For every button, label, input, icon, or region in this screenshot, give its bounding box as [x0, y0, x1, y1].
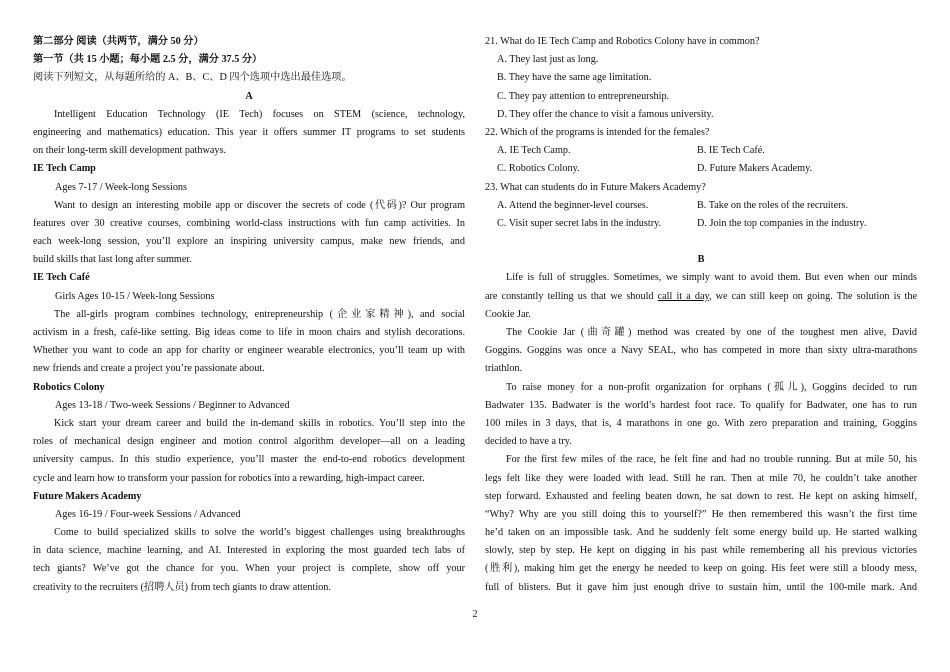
- program-text-line: roles of mechanical design engineer and motion control algorithm developer—all on a leading: [33, 436, 465, 448]
- section-heading: 第一节（共 15 小题；每小题 2.5 分，满分 37.5 分）: [33, 54, 263, 66]
- program-text-line: Kick start your dream career and build the in-demand skills in robotics. You’ll step into the: [54, 417, 465, 429]
- program-text-line: university campus. In this studio experience, you’ll master the end-to-end robotics development: [33, 454, 465, 466]
- passage-b-line: legs felt like they were loaded with lead. Still he ran. Then at mile 70, he couldn’t take another: [485, 472, 917, 484]
- program-text-line: each week-long session, you’ll explore an inspiring university campus, make new friends, and: [33, 236, 465, 248]
- program-text-line: The all-girls program combines technology, entrepreneurship (企业家精神), and social: [54, 308, 465, 320]
- passage-b-line: For the first few miles of the race, he felt fine and had no trouble running. But at mile 50, his: [506, 454, 917, 466]
- passage-b-line: To raise money for a non-profit organization for orphans (孤儿), Goggins decided to run: [506, 381, 917, 393]
- answer-option: D. Future Makers Academy.: [697, 163, 813, 175]
- underlined-phrase: call it a day: [657, 290, 709, 302]
- passage-b-line: (胜利), making him get the energy he needed to keep on going. His feet were still a bloody mess,: [485, 563, 917, 575]
- passage-a-intro-line: engineering and mathematics) education. This year it offers summer IT programs to set students: [33, 126, 465, 138]
- answer-option: A. IE Tech Camp.: [497, 145, 571, 157]
- passage-b-line: Life is full of struggles. Sometimes, we simply want to avoid them. But even when our minds: [506, 272, 917, 284]
- passage-b-line: The Cookie Jar (曲奇罐) method was created by one of the toughest men alive, David: [506, 327, 917, 338]
- program-text-line: tech giants? We’ve got the chance for you. When your project is complete, show off your: [33, 563, 465, 575]
- passage-b-line: step forward. Exhausted and feeling beaten down, he sat down to rest. He kept on asking himself,: [485, 490, 917, 502]
- answer-option: C. They pay attention to entrepreneurship.: [497, 90, 670, 102]
- answer-row: [485, 142, 917, 160]
- question-stem: 23. What can students do in Future Makers Academy?: [485, 181, 706, 193]
- part-heading: 第二部分 阅读（共两节，满分 50 分）: [33, 36, 204, 47]
- answer-row: [485, 197, 917, 215]
- answer-option: B. Take on the roles of the recruiters.: [697, 199, 849, 211]
- passage-a-intro-line: on their long-term skill development pathways.: [33, 145, 226, 157]
- program-title: IE Tech Camp: [33, 163, 96, 175]
- passage-b-line: 100 miles in 3 days, that is, 4 marathons in one go. With zero preparation and training, Goggins: [485, 417, 917, 429]
- passage-a-intro-line: Intelligent Education Technology (IE Tech) focuses on STEM (science, technology,: [54, 108, 465, 120]
- answer-row: [485, 215, 917, 233]
- text-segment: , we can still keep on going. The solution is the: [708, 290, 917, 302]
- passage-b-line: full of blisters. But it gave him just enough drive to sustain him, until the 100-mile mark. And: [485, 581, 917, 593]
- passage-b-line: he’d taken on an impossible task. And he suddenly felt some energy build up. He started walking: [485, 527, 917, 539]
- question-stem: 22. Which of the programs is intended for the females?: [485, 126, 710, 138]
- program-title: Robotics Colony: [33, 381, 105, 393]
- instruction: 阅读下列短文，从每题所给的 A、B、C、D 四个选项中选出最佳选项。: [33, 72, 352, 84]
- program-text-line: cycle and learn how to transform your passion for robotics into a rewarding, high-impact career.: [33, 472, 425, 484]
- passage-b-line: triathlon.: [485, 363, 523, 375]
- program-text-line: build skills that last long after summer.: [33, 254, 192, 266]
- answer-option: C. Visit super secret labs in the industry.: [497, 217, 662, 229]
- passage-a-label: A: [245, 90, 253, 102]
- passage-b-line: Cookie Jar.: [485, 308, 531, 320]
- program-title: IE Tech Café: [33, 272, 90, 284]
- passage-b-line: Badwater 135. Badwater is the world’s hardest foot race. To qualify for Badwater, one has to run: [485, 399, 917, 411]
- answer-option: B. They have the same age limitation.: [497, 72, 652, 84]
- program-details: Ages 16-19 / Four-week Sessions / Advanced: [55, 508, 241, 520]
- answer-option: A. They last just as long.: [497, 54, 599, 66]
- passage-b-line: [485, 288, 917, 306]
- program-text-line: creativity to the recruiters (招聘人员) from tech giants to draw attention.: [33, 581, 331, 593]
- page-number: 2: [472, 609, 478, 620]
- answer-option: A. Attend the beginner-level courses.: [497, 199, 649, 211]
- spacer: [485, 233, 917, 251]
- question-stem: 21. What do IE Tech Camp and Robotics Colony have in common?: [485, 36, 760, 47]
- program-details: Ages 7-17 / Week-long Sessions: [55, 181, 187, 193]
- answer-row: [485, 160, 917, 178]
- passage-b-line: “Why? Why are you still doing this to yourself?” He then remembered this wasn’t the first time: [485, 508, 917, 520]
- program-details: Ages 13-18 / Two-week Sessions / Beginner to Advanced: [55, 399, 290, 411]
- program-text-line: in data science, machine learning, and AI. Interested in exploring the most guarded tech labs of: [33, 545, 465, 557]
- passage-b-line: Goggins. Goggins was once a Navy SEAL, who has competed in more than sixty ultra-marathons: [485, 345, 917, 357]
- program-details: Girls Ages 10-15 / Week-long Sessions: [55, 290, 215, 302]
- answer-option: D. They offer the chance to visit a famous university.: [497, 108, 714, 120]
- answer-option: D. Join the top companies in the industry.: [697, 217, 867, 229]
- passage-b-line: decided to have a try.: [485, 436, 572, 448]
- program-text-line: Whether you want to code an app for charity or engineer wearable electronics, you’ll team up with: [33, 345, 465, 357]
- program-text-line: Come to build specialized skills to solve the world’s biggest challenges using breakthroughs: [54, 527, 465, 539]
- left-column: [33, 33, 465, 597]
- text-segment: are constantly telling us that we should: [485, 290, 658, 302]
- program-title: Future Makers Academy: [33, 490, 142, 502]
- program-text-line: new friends and create a project you’re passionate about.: [33, 363, 265, 375]
- right-column: [485, 33, 917, 597]
- passage-b-label: B: [697, 254, 705, 266]
- program-text-line: activism in a fresh, café-like setting. Big ideas come to life in moon chairs and stylish decorations.: [33, 327, 465, 338]
- passage-b-line: slowly, step by step. He kept on digging in his past while remembering all his previous victories: [485, 545, 917, 557]
- program-text-line: features over 30 creative courses, combining world-class instructions with fun camp activities. In: [33, 217, 465, 229]
- program-text-line: Want to design an interesting mobile app or discover the secrets of code (代码)? Our program: [54, 199, 465, 211]
- answer-option: B. IE Tech Café.: [697, 145, 765, 157]
- answer-option: C. Robotics Colony.: [497, 163, 580, 175]
